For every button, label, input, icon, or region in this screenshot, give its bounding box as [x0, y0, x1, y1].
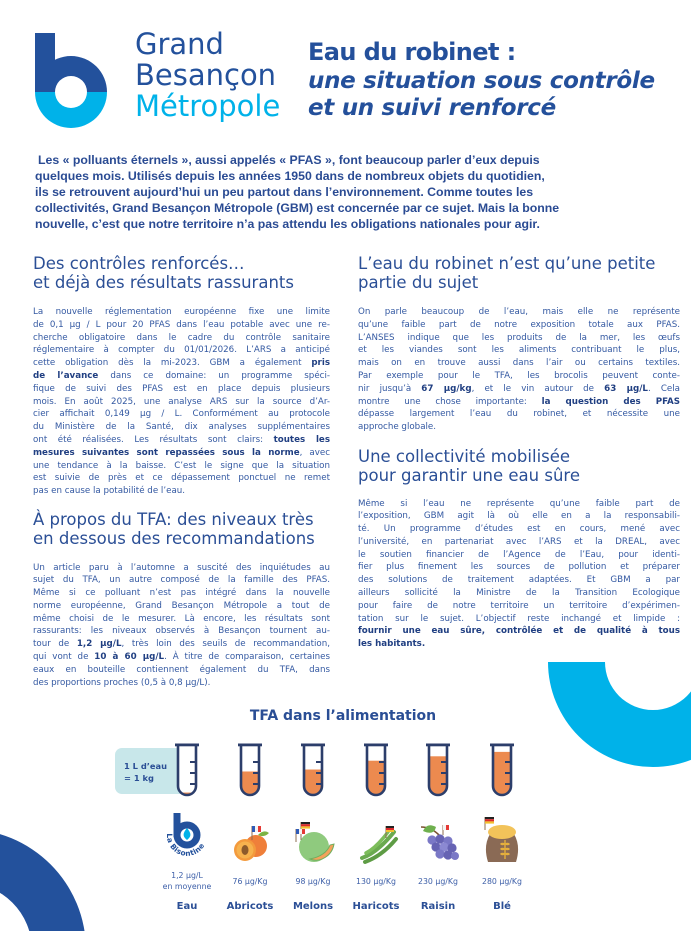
- text-line: [33, 600, 330, 613]
- green-beans-icon: [352, 818, 402, 868]
- line-content: [33, 614, 330, 624]
- text-run: une tendance à la baisse. C’est le signe que la situation: [33, 460, 330, 471]
- text-line: [33, 562, 330, 575]
- line-content: [33, 563, 330, 573]
- text-run: cherche obligatoire dans le cadre du contrôle sanitaire: [33, 332, 330, 343]
- text-line: [358, 344, 680, 357]
- brand-line-grand: Grand: [135, 27, 224, 61]
- line-content: [358, 384, 680, 394]
- item-value-line: en moyenne: [162, 882, 212, 891]
- text-run: nir jusqu’à: [358, 383, 422, 394]
- text-run: , et le vin autour de: [471, 383, 605, 394]
- item-value-line: 280 µg/Kg: [482, 876, 522, 886]
- text-line: [33, 344, 330, 357]
- melon-icon: [288, 816, 338, 866]
- text-line: [33, 370, 330, 383]
- text-line: [33, 447, 330, 460]
- line-content: [33, 435, 330, 445]
- line-content: [38, 153, 540, 167]
- line-content: [358, 562, 680, 572]
- item-name: Haricots: [352, 901, 400, 912]
- line-content: [358, 511, 680, 521]
- text-line: [33, 383, 330, 396]
- test-tube: [175, 744, 199, 798]
- test-tube: [426, 744, 450, 798]
- text-run: La nouvelle réglementation européenne fixe une limite: [33, 307, 330, 317]
- tube-body: [178, 746, 196, 795]
- line-content: [33, 307, 330, 317]
- item-value-line: 98 µg/Kg: [295, 876, 331, 886]
- tube-rim: [426, 744, 450, 747]
- line-content: [358, 397, 680, 407]
- text-run: des solutions de traitement adaptées. Et GBM a par: [358, 575, 680, 586]
- text-line: [33, 664, 330, 677]
- line-content: [33, 384, 330, 394]
- line-content: [33, 626, 330, 636]
- tube-rim: [490, 744, 514, 747]
- line-content: [35, 217, 540, 231]
- la-bisontine-logo-text: La Bisontine: [164, 833, 207, 858]
- reference-note-line: = 1 kg: [124, 773, 154, 783]
- test-tube: [364, 744, 388, 798]
- reference-note-line: 1 L d’eau: [124, 761, 168, 771]
- text-line: [358, 319, 680, 332]
- section-body-eau-robinet: [358, 306, 680, 434]
- heading-line: À propos du TFA: des niveaux très: [33, 510, 314, 529]
- line-content: [358, 371, 680, 381]
- heading-line: pour garantir une eau sûre: [358, 465, 580, 485]
- line-content: [35, 169, 545, 183]
- section-heading-controles: [33, 255, 330, 292]
- text-run: On parle beaucoup de l’eau, mais elle ne représente: [358, 307, 680, 317]
- text-line: [358, 600, 680, 613]
- text-line: [358, 498, 680, 511]
- text-run: tation sur le sujet. L’objectif reste inchangé et limpide :: [358, 613, 680, 624]
- text-run: rassurants: les niveaux observés à Besançon tournent au-: [33, 626, 330, 637]
- line-content: [33, 639, 330, 649]
- line-content: [358, 550, 680, 560]
- text-run: des proportions proches (0,5 à 0,8 µg/L).: [33, 677, 211, 688]
- text-run: Par exemple pour le TFA, les brocolis peuvent conte-: [358, 370, 680, 381]
- text-run: collectivités, Grand Besançon Métropole (GBM) est concernée par ce sujet. Mais la bonne: [35, 201, 560, 215]
- la-bisontine-logo: [157, 809, 213, 865]
- bold-text-run: 10 à 60 µg/L: [94, 652, 165, 663]
- item-name: Abricots: [226, 901, 274, 912]
- text-run: Les « polluants éternels », aussi appelés « PFAS », font beaucoup parler d’eux depuis: [38, 153, 540, 167]
- item-name: Raisin: [420, 901, 456, 912]
- intro-paragraph: [35, 152, 675, 232]
- grapes-icon: [413, 815, 463, 865]
- text-line: [33, 677, 330, 690]
- line-content: [33, 320, 330, 330]
- line-content: [358, 601, 680, 611]
- text-run: du Ministère de la Santé, dix analyses supplémentaires: [33, 422, 330, 433]
- text-line: [358, 408, 680, 421]
- text-line: [33, 421, 330, 434]
- apricot-icon: [225, 818, 275, 868]
- text-run: Un article paru à l’automne a suscité des inquiétudes au: [33, 562, 330, 573]
- text-line: [33, 625, 330, 638]
- text-run: ont été réalisées. Les résultats sont clairs:: [33, 434, 274, 445]
- line-content: [358, 588, 680, 598]
- text-run: dans ce domaine: un programme spéci-: [98, 370, 330, 381]
- text-run: pour faire de notre territoire un territoire d’expérimen-: [358, 600, 680, 611]
- heading-line: et déjà des résultats rassurants: [33, 272, 294, 292]
- line-content: [33, 345, 330, 355]
- text-run: le soutien financier de l’Agence de l’Eau, pour identi-: [358, 549, 680, 560]
- text-run: ailleurs sollicité la Ministre de la Transition Ecologique: [358, 588, 680, 599]
- line-content: [33, 652, 330, 662]
- test-tube: [490, 744, 514, 798]
- text-run: . À titre de comparaison, certaines: [164, 652, 330, 663]
- line-content: [35, 185, 533, 199]
- text-line: [358, 332, 680, 345]
- section-heading-collectivite: [358, 448, 680, 485]
- text-line: [33, 485, 330, 498]
- text-run: et les viandes sont les aliments contribuant le plus,: [358, 345, 680, 356]
- text-run: nouvelle, c’est que notre territoire n’a pas attendu les obligations nationales pour agir.: [35, 217, 540, 231]
- line-content: [33, 486, 185, 496]
- line-content: [358, 639, 425, 649]
- text-line: [358, 396, 680, 409]
- line-content: [358, 614, 680, 624]
- text-line: [358, 613, 680, 626]
- bold-text-run: mesures suivantes sont repassées sous la norme: [33, 447, 300, 458]
- text-run: cette obligation dès la mi-2023. GBM a également: [33, 358, 312, 369]
- text-run: L’ANSES indique que les produits de la mer, les œufs: [358, 332, 680, 343]
- section-body-collectivite: [358, 498, 680, 652]
- heading-line: en dessous des recommandations: [33, 528, 315, 548]
- page-title: Eau du robinet :: [308, 38, 516, 66]
- text-line: [35, 152, 675, 168]
- tube-rim: [301, 744, 325, 747]
- bold-text-run: de l’avance: [33, 370, 99, 381]
- text-line: [33, 396, 330, 409]
- heading-line: Des contrôles renforcés…: [33, 254, 245, 273]
- line-content: [358, 575, 680, 585]
- text-run: l’exposition, GBM agit là où elle en a la responsabili-: [358, 511, 680, 522]
- page-subtitle: [308, 68, 655, 122]
- bold-text-run: 63 µg/L: [604, 383, 648, 394]
- text-run: de 0,1 µg / L pour 20 PFAS dans l’eau potable avec une re-: [33, 319, 330, 330]
- text-line: [33, 587, 330, 600]
- text-run: Même si l’eau ne représente qu’une faible part de: [358, 498, 680, 509]
- text-run: tour de: [33, 639, 77, 650]
- text-run: té. Un programme d’études est en cours, mené avec: [358, 524, 680, 535]
- item-name: Blé: [493, 901, 511, 912]
- text-line: [33, 357, 330, 370]
- line-content: [358, 333, 680, 343]
- line-content: [358, 409, 680, 419]
- line-content: [33, 575, 330, 585]
- line-content: [33, 448, 330, 458]
- line-content: [358, 358, 680, 368]
- line-content: [358, 626, 680, 636]
- text-run: qu’une faible part de notre exposition totale aux PFAS.: [358, 319, 680, 330]
- text-line: [33, 472, 330, 485]
- text-line: [33, 319, 330, 332]
- text-run: qui vont de: [33, 652, 95, 663]
- section-body-controles: [33, 306, 330, 498]
- section-body-tfa: [33, 562, 330, 690]
- item-value: [464, 869, 540, 893]
- test-tube: [238, 744, 262, 798]
- subtitle-line: une situation sous contrôle: [308, 68, 655, 94]
- text-line: [35, 216, 675, 232]
- text-line: [358, 370, 680, 383]
- bold-text-run: 67 µg/kg: [421, 383, 472, 394]
- line-content: [358, 524, 680, 534]
- text-run: l’université, en partenariat avec l’ARS et la DREAL, avec: [358, 536, 680, 547]
- text-run: même choisi de le mesurer. Là encore, les résultats sont: [33, 613, 330, 624]
- test-tube: [301, 744, 325, 798]
- heading-line: Une collectivité mobilisée: [358, 447, 571, 466]
- text-line: [358, 574, 680, 587]
- grand-besancon-logo-mark: [0, 0, 120, 140]
- text-run: norme européenne, Grand Besançon Métropole a tout de: [33, 600, 330, 611]
- text-run: ils se retrouvent aujourd’hui un peu partout dans l’environnement. Comme toutes les: [35, 185, 534, 199]
- text-line: [33, 613, 330, 626]
- text-line: [33, 574, 330, 587]
- bold-text-run: toutes les: [273, 434, 330, 445]
- text-line: [358, 625, 680, 638]
- infographic-title: TFA dans l’alimentation: [249, 708, 437, 724]
- line-content: [35, 201, 559, 215]
- text-run: fier plus finement les sources de pollution et préparer: [358, 562, 680, 573]
- brand-line-besancon: Besançon: [135, 58, 277, 92]
- text-line: [358, 536, 680, 549]
- text-line: [358, 549, 680, 562]
- item-name: Eau: [176, 901, 198, 912]
- text-line: [33, 408, 330, 421]
- text-line: [33, 460, 330, 473]
- brand-wordmark: [135, 29, 280, 122]
- item-value-line: 1,2 µg/L: [171, 871, 203, 880]
- text-run: Même si ce polluant n’est pas intégré dans la nouvelle: [33, 588, 330, 599]
- text-line: [33, 332, 330, 345]
- text-line: [35, 200, 675, 216]
- text-line: [33, 306, 330, 319]
- text-line: [35, 168, 675, 184]
- text-run: quelques mois. Utilisés depuis les années 1950 dans de nombreux objets du quotidien,: [35, 169, 545, 183]
- text-line: [35, 184, 675, 200]
- text-run: , très loin des seuils de recommandation,: [121, 639, 331, 650]
- text-run: mois. En août 2025, une analyse ARS sur la source d’Ar-: [33, 396, 330, 407]
- line-content: [358, 422, 436, 432]
- tube-rim: [175, 744, 199, 747]
- text-run: approche globale.: [358, 422, 437, 433]
- line-content: [33, 461, 330, 471]
- text-line: [358, 587, 680, 600]
- line-content: [33, 678, 210, 688]
- heading-line: L’eau du robinet n’est qu’une petite: [358, 254, 656, 273]
- test-tubes-chart: [0, 735, 691, 805]
- decorative-dark-blue-arc: [0, 820, 100, 931]
- text-run: , avec: [299, 447, 330, 458]
- wheat-sack-icon: [477, 812, 527, 866]
- text-line: [33, 434, 330, 447]
- line-content: [33, 397, 330, 407]
- bold-text-run: les habitants.: [358, 639, 426, 650]
- line-content: [33, 358, 330, 368]
- item-name: Melons: [292, 901, 334, 912]
- item-value-line: 230 µg/Kg: [418, 876, 458, 886]
- text-line: [358, 638, 680, 651]
- text-line: [358, 357, 680, 370]
- text-line: [33, 638, 330, 651]
- bold-text-run: 1,2 µg/L: [76, 639, 122, 650]
- line-content: [33, 601, 330, 611]
- text-run: . Cela: [647, 383, 681, 394]
- text-line: [358, 561, 680, 574]
- section-heading-eau-robinet: [358, 255, 680, 292]
- line-content: [358, 499, 680, 509]
- text-line: [358, 383, 680, 396]
- line-content: [33, 422, 330, 432]
- line-content: [358, 320, 680, 330]
- text-run: pas en cause la potabilité de l’eau.: [33, 486, 186, 497]
- line-content: [358, 307, 680, 317]
- bold-text-run: pris: [311, 358, 330, 369]
- text-run: montre une chose importante:: [358, 396, 542, 407]
- subtitle-line: et un suivi renforcé: [308, 95, 556, 121]
- line-content: [358, 345, 680, 355]
- text-line: [33, 651, 330, 664]
- text-run: eaux en bouteille contiennent également du TFA, dans: [33, 664, 330, 675]
- tube-rim: [364, 744, 388, 747]
- bold-text-run: fournir une eau sûre, contrôlée et de qualité à tous: [358, 626, 680, 637]
- section-heading-tfa: [33, 511, 330, 548]
- line-content: [33, 473, 330, 483]
- text-line: [358, 306, 680, 319]
- text-run: mais on en trouve aussi dans l’air ou certains textiles.: [358, 358, 680, 369]
- line-content: [33, 665, 330, 675]
- brand-line-metropole: Métropole: [135, 89, 281, 123]
- text-run: est suivie de près et ce dépassement ponctuel ne remet: [33, 473, 330, 484]
- line-content: [33, 371, 330, 381]
- line-content: [33, 333, 330, 343]
- text-line: [358, 510, 680, 523]
- item-value-line: 76 µg/Kg: [232, 876, 268, 886]
- text-run: fique de suivi des PFAS est en place depuis plusieurs: [33, 383, 330, 394]
- text-run: dépasse largement l’eau du robinet, et nécessite une: [358, 409, 680, 420]
- item-value-line: 130 µg/Kg: [356, 876, 396, 886]
- heading-line: partie du sujet: [358, 272, 479, 292]
- line-content: [33, 409, 330, 419]
- text-run: réglementaire à compter du 01/01/2026. L’ARS a anticipé: [33, 345, 330, 356]
- text-run: sujet du TFA, un autre composé de la famille des PFAS.: [33, 575, 330, 586]
- bold-text-run: la question des PFAS: [541, 396, 680, 407]
- line-content: [358, 537, 680, 547]
- tube-rim: [238, 744, 262, 747]
- text-line: [358, 421, 680, 434]
- text-run: cier affichait 0,149 µg / L. Conformément au protocole: [33, 409, 330, 420]
- line-content: [33, 588, 330, 598]
- text-line: [358, 523, 680, 536]
